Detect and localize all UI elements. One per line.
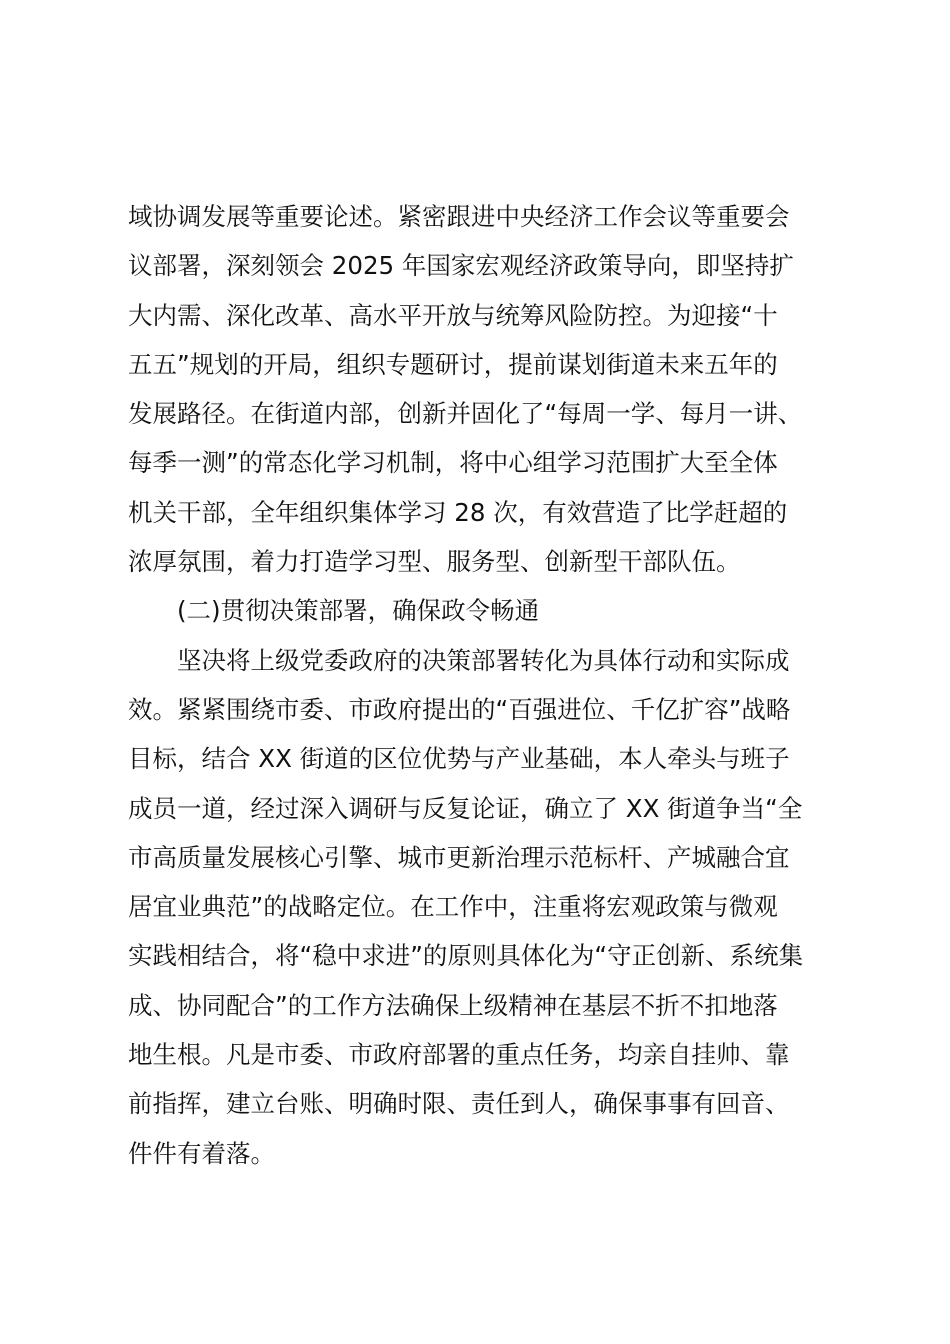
text-line: 成、协同配合”的工作方法确保上级精神在基层不折不扣地落 xyxy=(128,990,778,1020)
text-line: 浓厚氛围，着力打造学习型、服务型、创新型干部队伍。 xyxy=(128,547,741,577)
paragraph-decision-implementation xyxy=(128,636,828,1178)
text-line: 五五”规划的开局，组织专题研讨，提前谋划街道未来五年的 xyxy=(128,349,778,379)
text-line: 议部署，深刻领会 2025 年国家宏观经济政策导向，即坚持扩 xyxy=(128,251,794,281)
text-line: 居宜业典范”的战略定位。在工作中，注重将宏观政策与微观 xyxy=(128,892,778,922)
text-line: 目标，结合 XX 街道的区位优势与产业基础，本人牵头与班子 xyxy=(128,744,790,774)
text-line: 实践相结合，将“稳中求进”的原则具体化为“守正创新、系统集 xyxy=(128,941,804,971)
text-line: 每季一测”的常态化学习机制，将中心组学习范围扩大至全体 xyxy=(128,448,778,478)
text-line: 发展路径。在街道内部，创新并固化了“每周一学、每月一讲、 xyxy=(128,399,803,429)
text-line: 大内需、深化改革、高水平开放与统筹风险防控。为迎接“十 xyxy=(128,300,778,330)
text-line: 机关干部，全年组织集体学习 28 次，有效营造了比学赶超的 xyxy=(128,497,788,527)
text-line: 市高质量发展核心引擎、城市更新治理示范标杆、产城融合宜 xyxy=(128,842,790,872)
paragraph-continued xyxy=(128,192,828,586)
text-line: 效。紧紧围绕市委、市政府提出的“百强进位、千亿扩容”战略 xyxy=(128,694,791,724)
text-line: 前指挥，建立台账、明确时限、责任到人，确保事事有回音、 xyxy=(128,1089,790,1119)
text-line: 地生根。凡是市委、市政府部署的重点任务，均亲自挂帅、靠 xyxy=(128,1040,790,1070)
text-line: 坚决将上级党委政府的决策部署转化为具体行动和实际成 xyxy=(177,645,790,675)
section-heading: (二)贯彻决策部署，确保政令畅通 xyxy=(177,596,540,626)
document-body xyxy=(128,192,828,1178)
text-line: 域协调发展等重要论述。紧密跟进中央经济工作会议等重要会 xyxy=(128,202,790,231)
text-line: 件件有着落。 xyxy=(128,1138,275,1168)
text-line: 成员一道，经过深入调研与反复论证，确立了 XX 街道争当“全 xyxy=(128,793,803,823)
